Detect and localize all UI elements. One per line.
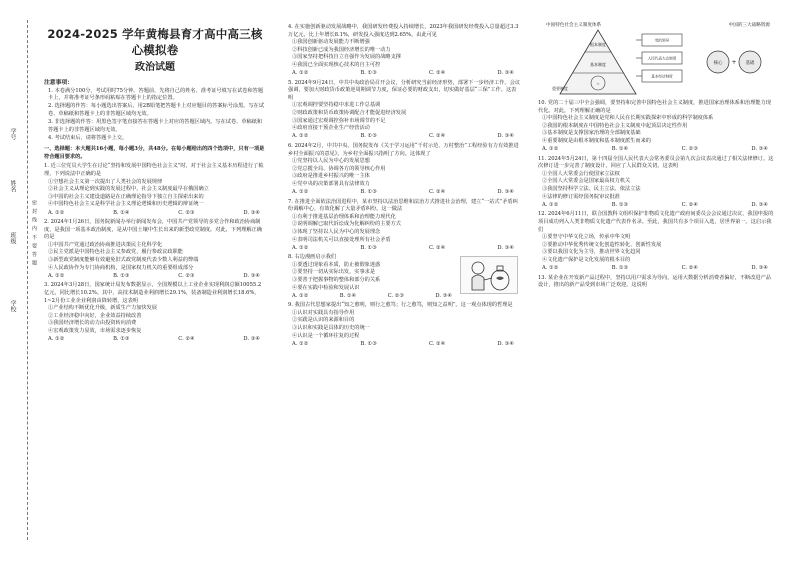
school-field: 学校 xyxy=(9,300,16,312)
answer-choices xyxy=(44,210,266,218)
question-option: ①全国人大常委会行使国家立法权 xyxy=(542,170,620,177)
question-option: ④中国特色社会主义是科学社会主义理论逻辑和历史逻辑的辩证统一 xyxy=(48,201,204,208)
name-field: 姓名 xyxy=(9,180,16,192)
question-stem: 3. 2024年3月28日，国家统计局发布数据显示，全国规模以上工业企业实现利润总额10055.2亿元，同比增长10.2%。其中，高技术制造业利润增长29.1%，装备制造业利润增长18.6%，1~2月份工业企业利润由降转增，这表明 xyxy=(44,282,262,304)
answer-c: C. ②④ xyxy=(428,188,446,195)
answer-d: D. ③④ xyxy=(497,340,514,347)
question-option: ①要坚守中华文化立场，传承中华文明 xyxy=(542,234,631,241)
exam-title: 2024-2025 学年黄梅县育才高中高三核心模拟卷 xyxy=(47,27,263,57)
question-option: ③基本制度是支撑国家治理的全部制度基础 xyxy=(542,130,641,137)
student-id-field: 学号 xyxy=(9,128,16,140)
question-stem: 9. 我国古代思想家提出“知之愈明，则行之愈笃；行之愈笃，则知之益明”。这一观点体现的哲理是 xyxy=(288,302,513,309)
diagram-layer-3: 重要制度 xyxy=(552,86,568,91)
question-option: ③国家坚持把科技自立自强作为发展的战略支撑 xyxy=(292,54,401,61)
question-option: ③我国经济增长的动力由投资转向消费 xyxy=(48,320,137,327)
answer-b: B. ①③ xyxy=(611,264,629,271)
answer-b: B. ①③ xyxy=(611,201,629,208)
question-10 xyxy=(538,100,774,154)
question-option: ③要善于把握事物的整体和部分的关系 xyxy=(292,277,381,283)
question-1 xyxy=(44,163,266,217)
question-option: ①产业结构不断优化升级，新质生产力加快发展 xyxy=(48,305,157,312)
answer-c: C. ②④ xyxy=(428,340,446,347)
question-6 xyxy=(288,143,520,197)
question-option: ④政府直接干预企业生产经营活动 xyxy=(292,125,370,132)
question-12 xyxy=(538,211,774,272)
question-option: ②我国的根本制度在中国特色社会主义制度中起顶层决定性作用 xyxy=(542,122,688,129)
answer-b: B. ①③ xyxy=(113,272,130,279)
answer-c: C. ②④ xyxy=(428,244,446,251)
notice-item: 3. 非选择题的作答：用黑色签字笔直接答在答题卡上对应的答题区域内。写在试卷、草稿纸和答题卡上的非答题区域均无效。 xyxy=(48,118,263,133)
question-option: ③新型政党制度能够有效避免旧式政党制度代表少数人利益的弊端 xyxy=(48,257,199,264)
question-stem: 2. 2024年1月26日，国务院新闻办举行新闻发布会，中国共产党领导的多党合作和政治协商制度，是我国一项基本政治制度，是从中国土壤中生长出来的新型政党制度。对此，下列理解正确的是 xyxy=(44,219,262,241)
answer-a: A. ①② xyxy=(542,201,559,208)
answer-choices xyxy=(538,202,774,210)
seal-line xyxy=(27,20,28,540)
question-stem: 7. 在推进全面依法治国进程中，某市坚持以法治思维和法治方式推进社会治理，建立“一站式”矛盾纠纷调解中心，有效化解了大量矛盾纠纷。这一做法 xyxy=(288,198,518,213)
answer-d: D. ③④ xyxy=(497,133,514,140)
question-stem: 13. 某企业在开发新产品过程中，坚持以用户需求为导向，运用大数据分析消费者偏好，不断改进产品设计，推出的新产品受到市场广泛欢迎。这说明 xyxy=(538,274,771,289)
question-option: ①我国创新驱动发展能力不断增强 xyxy=(292,39,370,46)
answer-a: A. ①② xyxy=(48,272,65,279)
answer-b: B. ①③ xyxy=(360,133,377,140)
question-stem: 10. 党的二十届三中全会强调，要坚持和完善中国特色社会主义制度，推进国家治理体系和治理能力现代化。对此，下列理解正确的是 xyxy=(538,100,771,114)
question-option: ④要在实践中检验和发展认识 xyxy=(292,284,360,291)
question-stem: 5. 2024年9月24日，中共中央政治局召开会议，分析研究当前经济形势，部署下一步经济工作。会议强调，要加大财政货币政策逆周期调节力度，保证必要的财政支出，切实做好基层“三保”工作。这表明 xyxy=(288,79,521,101)
answer-a: A. ①② xyxy=(292,292,309,299)
answer-c: C. ②④ xyxy=(428,133,446,140)
answer-a: A. ①② xyxy=(292,70,309,77)
answer-d: D. ③④ xyxy=(751,146,768,153)
answer-a: A. ①② xyxy=(48,336,65,342)
diagram-circle-1: 核心 xyxy=(713,61,723,66)
answer-d: D. ③④ xyxy=(243,209,260,216)
question-option: ④认识是一个循环往复的过程 xyxy=(292,332,360,339)
question-option: ④文化遗产保护是文化发展的根本目的 xyxy=(542,256,631,263)
diagram-circle-2: 基础 xyxy=(745,61,755,66)
question-option: ②民主党派是中国特色社会主义参政党，履行参政议政职能 xyxy=(48,249,183,256)
question-option: ④人民政协作为专门协商机构，是国家权力机关的重要组成部分 xyxy=(48,264,194,271)
binding-strip xyxy=(0,0,40,561)
question-option: ②全国人大常委会是国家最高权力机关 xyxy=(542,178,631,185)
question-option: ③政府是推进乡村振兴的唯一主体 xyxy=(292,173,370,180)
question-option: ②要坚持一切从实际出发，实事求是 xyxy=(292,269,376,276)
notice-heading: 注意事项： xyxy=(44,80,73,86)
answer-c: C. ②④ xyxy=(681,264,698,271)
answer-choices xyxy=(538,265,774,273)
answer-choices xyxy=(44,273,266,281)
answer-choices xyxy=(288,293,458,301)
answer-d: D. ③④ xyxy=(497,244,514,251)
question-option: ①中国共产党通过政治协商推进决策民主化科学化 xyxy=(48,241,163,248)
diagram-note-1: 党的领导 xyxy=(654,38,670,43)
question-option: ③体现了坚持以人民为中心的发展理念 xyxy=(292,228,381,235)
answer-c: C. ②③ xyxy=(387,292,404,299)
answer-c: C. ②④ xyxy=(681,201,698,208)
question-option: ②实践是认识的来源和目的 xyxy=(292,317,355,324)
answer-d: D. ③④ xyxy=(435,292,452,299)
column-2 xyxy=(288,22,520,349)
answer-c: C. ②④ xyxy=(428,70,446,77)
question-stem: 12. 2024年6月11日，联合国教科文组织保护非物质文化遗产政府间委员会会议通过决议，我国申报的项目成功列入人类非物质文化遗产代表作名录。至此，我国共有多个项目入选，居世界第一。这启示我们 xyxy=(538,211,774,233)
question-stem: 8. 右边漫画启示我们 xyxy=(288,254,337,261)
answer-b: B. ①③ xyxy=(360,340,377,347)
answer-choices xyxy=(288,70,520,78)
answer-c: C. ②③ xyxy=(178,272,195,279)
question-option: ③国家通过宏观调控弥补市场调节的不足 xyxy=(292,117,386,124)
question-option: ③要以我国文化为主导，推动世界文化趋同 xyxy=(542,249,641,256)
answer-d: D. ③④ xyxy=(751,201,768,208)
answer-choices xyxy=(538,146,774,154)
question-option: ④宏观政策发力显效，市场需求逐步恢复 xyxy=(48,327,142,334)
answer-b: B. ①③ xyxy=(360,188,377,195)
question-3 xyxy=(44,282,266,343)
column-3 xyxy=(538,22,774,290)
question-option: ④党中央的决策部署具有法律效力 xyxy=(292,180,370,187)
question-option: ②要推动中华优秀传统文化创造性转化、创新性发展 xyxy=(542,241,662,248)
answer-d: D. ③④ xyxy=(751,264,768,271)
notice-item: 1. 本卷满分100分，考试用时75分钟。答题前，先将自己的姓名、准考证号填写在试卷和答题卡上，并将准考证号条形码粘贴在答题卡上的指定位置。 xyxy=(48,87,264,102)
question-option: ①中国特色社会主义制度是党和人民在长期实践探索中形成的科学制度体系 xyxy=(542,115,714,122)
question-8 xyxy=(288,254,520,300)
question-option: ①有利于推进基层治理体系和治理能力现代化 xyxy=(292,213,396,220)
question-option: ①认识对实践具有指导作用 xyxy=(292,309,355,316)
answer-a: A. ①② xyxy=(292,188,309,195)
answer-c: C. ②③ xyxy=(178,209,195,216)
svg-text:+: + xyxy=(731,59,737,66)
question-option: ②工业经济稳中向好，企业效益持续改善 xyxy=(48,312,142,319)
answer-choices xyxy=(288,189,520,197)
svg-text:☆: ☆ xyxy=(596,82,600,86)
question-option: ①宏观调控要坚持稳中求进工作总基调 xyxy=(292,102,381,109)
answer-b: B. ①④ xyxy=(339,292,357,299)
diagram-note-3: 基本经济制度 xyxy=(651,74,673,79)
notice-item: 4. 考试结束后，请将答题卡上交。 xyxy=(48,134,128,141)
question-stem: 4. 在实施创新驱动发展战略中，我国研发经费投入持续增长，2023年我国研发经费投入总量超过3.3万亿元，比上年增长8.1%，研发投入强度达到2.65%。由此可见 xyxy=(288,24,519,38)
answer-b: B. ①③ xyxy=(360,244,377,251)
answer-choices xyxy=(288,341,520,349)
answer-choices xyxy=(288,245,520,253)
question-option: ①要透过现象看本质，防止被假象迷惑 xyxy=(292,261,381,268)
question-4 xyxy=(288,24,520,78)
diagram-left-label: 中国特色社会主义制度体系 xyxy=(546,23,602,28)
answer-c: C. ②③ xyxy=(681,146,698,153)
question-7 xyxy=(288,199,520,253)
diagram-layer-2: 基本制度 xyxy=(590,62,606,67)
question-option: ①空想社会主义第一次提出了人类社会的发展规律 xyxy=(48,178,163,185)
question-option: ③中国的社会主义建设道路是在正确理论指导下独立自主探索出来的 xyxy=(48,193,204,200)
question-option: ④法律的修订需经国务院审议批准 xyxy=(542,193,620,200)
exam-subject: 政治试题 xyxy=(135,62,175,73)
question-13 xyxy=(538,275,774,290)
question-option: ②财政政策和货币政策协调配合才能促进经济发展 xyxy=(292,110,407,117)
question-option: ④重要制度是由根本制度和基本制度派生而来的 xyxy=(542,137,651,144)
question-5 xyxy=(288,80,520,141)
answer-a: A. ①② xyxy=(292,340,309,347)
answer-b: B. ①③ xyxy=(360,70,377,77)
answer-choices xyxy=(44,336,266,344)
answer-choices xyxy=(288,133,520,141)
answer-d: D. ③④ xyxy=(497,188,514,195)
question-stem: 1. 近三位党员大学生在讨论“坚持和发展中国特色社会主义”时，对于社会主义基本历程进行了梳理，下列说法中正确的是 xyxy=(44,163,264,178)
answer-b: B. ①③ xyxy=(113,336,130,342)
question-option: ②说明调解已取代诉讼成为化解纠纷的主要方式 xyxy=(292,221,401,228)
question-stem: 11. 2024年5月24日，第十四届全国人民代表大会常务委员会第九次会议表决通过了相关法律修订。这次修订进一步完善了制度设计，回应了人民群众关切。这表明 xyxy=(538,155,774,170)
answer-a: A. ①② xyxy=(48,209,65,216)
notice-item: 2. 选择题的作答：每小题选出答案后，用2B铅笔把答题卡上对应题目的答案标号涂黑。写在试卷、草稿纸和答题卡上的非答题区域均无效。 xyxy=(48,103,265,117)
seal-line-text: 密 封 线 内 不 要 答 题 xyxy=(31,200,37,267)
answer-d: D. ③④ xyxy=(243,272,260,279)
cartoon-image xyxy=(460,256,518,294)
pyramid-diagram xyxy=(538,22,774,98)
question-9 xyxy=(288,302,520,348)
question-11 xyxy=(538,156,774,210)
answer-b: B. ①④ xyxy=(113,209,130,216)
question-option: ④表明司法机关可以直接处理所有社会矛盾 xyxy=(292,236,391,243)
answer-a: A. ①② xyxy=(542,146,559,153)
notice-block xyxy=(44,80,266,142)
diagram-graphic xyxy=(538,28,774,98)
diagram-right-label: 中国的三大战略资源 xyxy=(728,23,770,28)
question-stem: 6. 2024年2月，中共中央、国务院发布《关于学习运用“千村示范、万村整治”工程经验有力有效推进乡村全面振兴的意见》，为乡村全面振兴指明了方向。这体现了 xyxy=(288,142,519,157)
question-option: ②社会主义从理论到实践的发展过程中，社会主义制度最早在俄国确立 xyxy=(48,186,209,193)
question-2 xyxy=(44,219,266,280)
column-1 xyxy=(44,22,266,345)
section-heading: 一、选择题：本大题共16小题，每小题3分，共48分。在每小题给出的四个选项中，只有一项是符合题目要求的。 xyxy=(44,146,265,160)
question-option: ②科技创新已成为我国经济增长的唯一动力 xyxy=(292,46,391,53)
question-option: ②党总揽全局、协调各方的领导核心作用 xyxy=(292,165,386,172)
answer-a: A. ①② xyxy=(292,133,309,140)
answer-b: B. ①④ xyxy=(611,146,629,153)
answer-a: A. ①② xyxy=(542,264,559,271)
diagram-layer-1: 根本制度 xyxy=(590,42,606,47)
question-option: ④我国已全面实现核心技术的自主可控 xyxy=(292,61,381,68)
answer-c: C. ②④ xyxy=(178,336,195,342)
question-option: ③我国坚持科学立法、民主立法、依法立法 xyxy=(542,186,641,193)
question-option: ③认识和实践是具体的历史的统一 xyxy=(292,325,370,332)
class-field: 班级 xyxy=(9,232,16,244)
answer-d: D. ③④ xyxy=(497,70,514,77)
question-option: ①党坚持以人民为中心的发展思想 xyxy=(292,158,370,165)
answer-a: A. ①② xyxy=(292,244,309,251)
answer-d: D. ③④ xyxy=(243,336,260,342)
diagram-note-2: 人民代表大会制度 xyxy=(647,56,677,61)
